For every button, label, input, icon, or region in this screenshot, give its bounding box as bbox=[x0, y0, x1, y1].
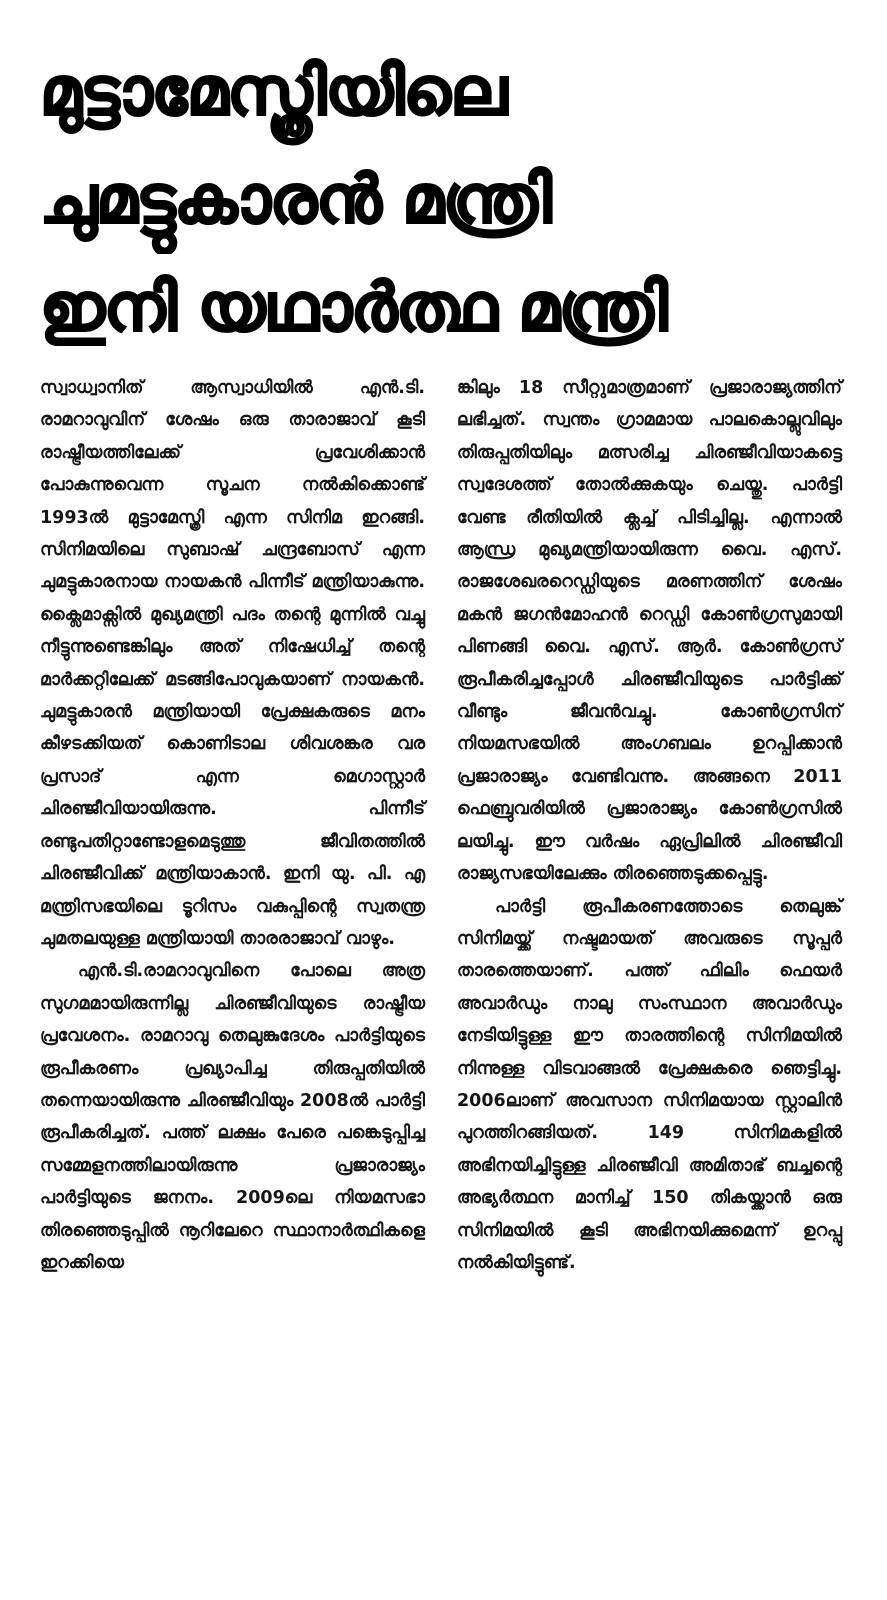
article-column-right bbox=[457, 372, 842, 1279]
headline-line-3: ഇനി യഥാർത്ഥ മന്ത്രി bbox=[40, 269, 667, 346]
column-right-paragraph-1: ങ്കിലും 18 സീറ്റുമാത്രമാണ് പ്രജാരാജ്യത്തിന് ലഭിച്ചത്. സ്വന്തം ഗ്രാമമായ പാലകൊല്ലുവിലും തിരുപ്പതിയിലും മത്സരിച്ച ചിരഞ്ജീവിയാകട്ടെ സ്വദേശത്ത് തോൽക്കുകയും ചെയ്തു. പാർട്ടി വേണ്ട രീതിയിൽ ക്ലച്ച് പിടിച്ചില്ല. എന്നാൽ ആന്ധ്ര മുഖ്യമന്ത്രിയായിരുന്ന വൈ. എസ്. രാജശേഖരറെഡ്ഡിയുടെ മരണത്തിന് ശേഷം മകൻ ജഗൻമോഹൻ റെഡ്ഡി കോൺഗ്രസുമായി പിണങ്ങി വൈ. എസ്. ആർ. കോൺഗ്രസ് രൂപീകരിച്ചപ്പോൾ ചിരഞ്ജീവിയുടെ പാർട്ടിക്ക് വീണ്ടും ജീവൻവച്ചു. കോൺഗ്രസിന് നിയമസഭയിൽ അംഗബലം ഉറപ്പിക്കാൻ പ്രജാരാജ്യം വേണ്ടിവന്നു. അങ്ങനെ 2011 ഫെബ്രുവരിയിൽ പ്രജാരാജ്യം കോൺഗ്രസിൽ ലയിച്ചു. ഈ വർഷം ഏപ്രിലിൽ ചിരഞ്ജീവി രാജ്യസഭയിലേക്കും തിരഞ്ഞെടുക്കപ്പെട്ടു. bbox=[457, 378, 842, 885]
article-column-left bbox=[40, 372, 425, 1279]
headline bbox=[40, 38, 841, 362]
headline-line-2: ചുമട്ടുകാരൻ മന്ത്രി bbox=[40, 161, 551, 238]
headline-line-1: മുട്ടാമേസ്ത്രിയിലെ bbox=[40, 53, 506, 130]
column-left-paragraph-1: സ്വാധ്വാനിത് ആസ്വാധിയിൽ എൻ.ടി. രാമറാവുവിന് ശേഷം ഒരു താരാജാവ് കൂടി രാഷ്ട്രീയത്തിലേക്ക് പ്രവേശിക്കാൻ പോകുന്നുവെന്ന സൂചന നൽകിക്കൊണ്ട് 1993ൽ മുട്ടാമേസ്ത്രി എന്ന സിനിമ ഇറങ്ങി. സിനിമയിലെ സുബാഷ് ചന്ദ്രബോസ് എന്ന ചുമട്ടുകാരനായ നായകൻ പിന്നീട് മന്ത്രിയാകുന്നു. ക്ലൈമാക്സിൽ മുഖ്യമന്ത്രി പദം തന്റെ മുന്നിൽ വച്ചു നീട്ടുന്നുണ്ടെങ്കിലും അത് നിഷേധിച്ച് തന്റെ മാർക്കറ്റിലേക്ക് മടങ്ങിപോവുകയാണ് നായകൻ. ചുമട്ടുകാരൻ മന്ത്രിയായി പ്രേക്ഷകരുടെ മനം കീഴടക്കിയത് കൊണിടാല ശിവശങ്കര വര പ്രസാദ് എന്ന മെഗാസ്റ്റാർ ചിരഞ്ജീവിയായിരുന്നു. പിന്നീട് രണ്ടുപതിറ്റാണ്ടോളമെടുത്തു ജീവിതത്തിൽ ചിരഞ്ജീവിക്ക് മന്ത്രിയാകാൻ. ഇനി യു. പി. എ മന്ത്രിസഭയിലെ ടൂറിസം വകുപ്പിന്റെ സ്വതന്ത്ര ചുമതലയുള്ള മന്ത്രിയായി താരരാജാവ് വാഴും. bbox=[40, 378, 425, 949]
article-body bbox=[40, 372, 842, 1279]
column-left-paragraph-2: എൻ.ടി.രാമറാവുവിനെ പോലെ അത്ര സുഗമമായിരുന്നില്ല ചിരഞ്ജീവിയുടെ രാഷ്ട്രീയ പ്രവേശനം. രാമറാവു തെലുങ്കുദേശം പാർട്ടിയുടെ രൂപീകരണം പ്രഖ്യാപിച്ച തിരുപ്പതിയിൽ തന്നെയായിരുന്നു ചിരഞ്ജീവിയും 2008ൽ പാർട്ടി രൂപീകരിച്ചത്. പത്ത് ലക്ഷം പേരെ പങ്കെടുപ്പിച്ച സമ്മേളനത്തിലായിരുന്നു പ്രജാരാജ്യം പാർട്ടിയുടെ ജനനം. 2009ലെ നിയമസഭാ തിരഞ്ഞെടുപ്പിൽ നൂറിലേറെ സ്ഥാനാർത്ഥികളെ ഇറക്കിയെ bbox=[40, 961, 425, 1273]
column-right-paragraph-2: പാർട്ടി രൂപീകരണത്തോടെ തെലുങ്ക് സിനിമയ്ക്ക് നഷ്ടമായത് അവരുടെ സൂപ്പർ താരത്തെയാണ്. പത്ത് ഫിലിം ഫെയർ അവാർഡും നാലു സംസ്ഥാന അവാർഡും നേടിയിട്ടുള്ള ഈ താരത്തിന്റെ സിനിമയിൽ നിന്നുള്ള വിടവാങ്ങൽ പ്രേക്ഷകരെ ഞെട്ടിച്ചു. 2006ലാണ് അവസാന സിനിമയായ സ്റ്റാലിൻ പുറത്തിറങ്ങിയത്. 149 സിനിമകളിൽ അഭിനയിച്ചിട്ടുള്ള ചിരഞ്ജീവി അമിതാഭ് ബച്ചന്റെ അഭ്യർത്ഥന മാനിച്ച് 150 തികയ്ക്കാൻ ഒരു സിനിമയിൽ കൂടി അഭിനയിക്കുമെന്ന് ഉറപ്പു നൽകിയിട്ടുണ്ട്. bbox=[457, 896, 842, 1273]
